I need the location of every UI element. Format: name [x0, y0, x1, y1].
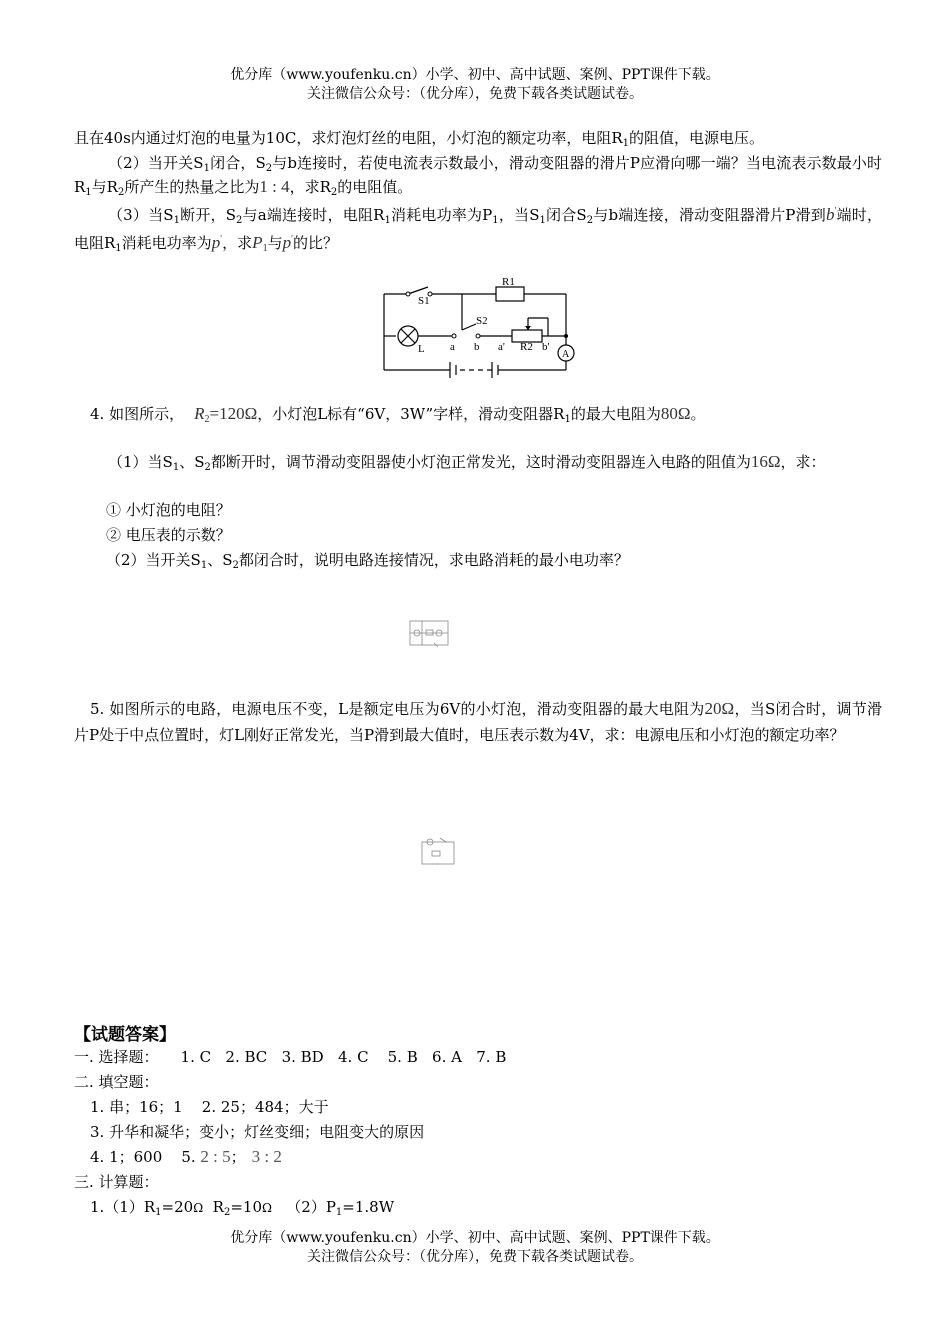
circuit-diagram-q5: [420, 836, 456, 868]
answer-fill-1: 1. 串；16；1 2. 25；484；大于: [90, 1098, 329, 1116]
circuit-diagram-q4: [408, 618, 450, 648]
answer-fill-4: 4. 1；600 5. 2 : 5； 3 : 2: [90, 1147, 282, 1166]
header-line-2: 关注微信公众号：（优分库），免费下载各类试题试卷。: [307, 86, 643, 102]
q4-intro: 4. 如图所示， $R_2=120\Omega$，小灯泡L标有“6V，3W”字样，滑动变阻器$R_1$的最大电阻为80Ω。: [90, 404, 706, 425]
label-a-prime: a': [498, 341, 505, 353]
label-ammeter: A: [562, 349, 570, 360]
label-b-prime: b': [542, 341, 550, 353]
label-s2: S2: [476, 315, 488, 327]
label-b: b: [474, 341, 480, 353]
q4-part-2: （2）当开关$S_1$、$S_2$都闭合时，说明电路连接情况，求电路消耗的最小电功率？: [106, 551, 629, 571]
label-l: L: [418, 343, 425, 355]
footer-line-1: 优分库（www.youfenku.cn）小学、初中、高中试题、案例、PPT课件下载。: [230, 1230, 720, 1246]
circuit-diagram-q3: [378, 270, 584, 386]
answer-section-choice: 一. 选择题： 1. C 2. BC 3. BD 4. C 5. B 6. A 7. B: [74, 1048, 507, 1066]
label-a: a: [450, 341, 455, 353]
page-header: [0, 66, 950, 104]
label-r2: R2: [520, 341, 533, 353]
answer-calc-1: $1.(1)R_1=20\Omega$ $R_2=10\Omega$ $(2)P_1=1.8W$: [90, 1198, 395, 1218]
q5-text: 5. 如图所示的电路，电源电压不变，L是额定电压为6V的小灯泡，滑动变阻器的最大电阻为20Ω，当S闭合时，调节滑片P处于中点位置时，灯L刚好正常发光，当P滑到最大值时，电压表示数为4V，求：电源电压和小灯泡的额定功率？: [74, 699, 882, 744]
answer-section-calc-label: 三. 计算题：: [74, 1173, 159, 1191]
page-footer: [0, 1229, 950, 1267]
q4-item-1: ① 小灯泡的电阻？: [106, 501, 231, 519]
q4-part-1: （1）当$S_1$、$S_2$都断开时，调节滑动变阻器使小灯泡正常发光，这时滑动变阻器连入电路的阻值为16Ω，求：: [108, 452, 826, 473]
header-line-1: 优分库（www.youfenku.cn）小学、初中、高中试题、案例、PPT课件下载。: [230, 67, 720, 83]
label-r1: R1: [502, 276, 515, 288]
q3-continuation: 且在40s内通过灯泡的电量为10C，求灯泡灯丝的电阻，小灯泡的额定功率，电阻$R_1$的阻值，电源电压。: [74, 129, 765, 149]
ratio-1-4: 1 : 4: [259, 177, 290, 196]
label-s1: S1: [418, 295, 430, 307]
q4-item-2: ② 电压表的示数？: [106, 526, 231, 544]
answer-section-fill-label: 二. 填空题：: [74, 1073, 159, 1091]
answers-title: 【试题答案】: [74, 1025, 176, 1045]
q3-part-2: （2）当开关$S_1$闭合，$S_2$与b连接时，若使电流表示数最小，滑动变阻器的滑片P应滑向哪一端？当电流表示数最小时$R_1$与$R_2$所产生的热量之比为1 : 4，求$R_2$的电阻值。: [74, 154, 882, 198]
answer-fill-3: 3. 升华和凝华；变小；灯丝变细；电阻变大的原因: [90, 1123, 425, 1141]
q3-part-3: （3）当$S_1$断开，$S_2$与a端连接时，电阻$R_1$消耗电功率为$P_1$，当$S_1$闭合$S_2$与b端连接，滑动变阻器滑片P滑到b′端时，电阻$R_1$消耗电功率为p′，求$P_1$与p′的比？: [74, 205, 883, 254]
footer-line-2: 关注微信公众号：（优分库），免费下载各类试题试卷。: [307, 1249, 643, 1265]
